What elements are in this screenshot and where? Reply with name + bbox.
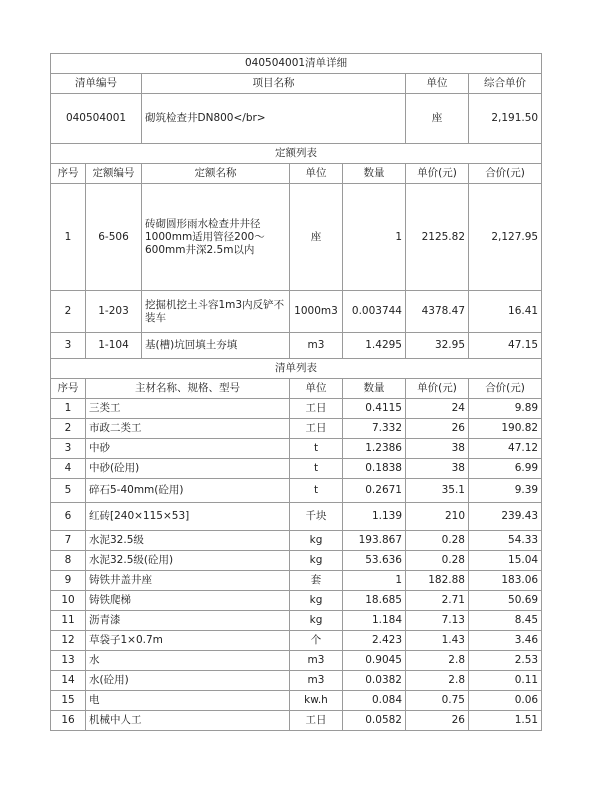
material-no: 16 <box>51 711 86 731</box>
quota-name: 砖砌圆形雨水检查井井径1000mm适用管径200～600mm井深2.5m以内 <box>142 184 290 291</box>
price-header: 综合单价 <box>469 74 542 94</box>
quota-col-no: 序号 <box>51 164 86 184</box>
material-unit: 套 <box>290 571 343 591</box>
material-name: 市政二类工 <box>86 419 290 439</box>
quota-price: 2125.82 <box>406 184 469 291</box>
material-row <box>51 419 542 439</box>
material-qty: 1.2386 <box>343 439 406 459</box>
material-unit: t <box>290 459 343 479</box>
material-total: 1.51 <box>469 711 542 731</box>
quota-no: 1 <box>51 184 86 291</box>
bill-price: 2,191.50 <box>469 94 542 144</box>
material-total: 54.33 <box>469 531 542 551</box>
material-price: 1.43 <box>406 631 469 651</box>
material-qty: 0.4115 <box>343 399 406 419</box>
quota-row <box>51 333 542 359</box>
material-no: 5 <box>51 479 86 503</box>
material-name: 水泥32.5级(砼用) <box>86 551 290 571</box>
materials-col-no: 序号 <box>51 379 86 399</box>
material-no: 2 <box>51 419 86 439</box>
table-body <box>51 54 542 731</box>
materials-col-total: 合价(元) <box>469 379 542 399</box>
material-row <box>51 591 542 611</box>
material-name: 碎石5-40mm(砼用) <box>86 479 290 503</box>
material-qty: 2.423 <box>343 631 406 651</box>
material-unit: 工日 <box>290 419 343 439</box>
quota-unit: 1000m3 <box>290 291 343 333</box>
quota-code: 6-506 <box>86 184 142 291</box>
material-qty: 1 <box>343 571 406 591</box>
material-no: 7 <box>51 531 86 551</box>
material-unit: 千块 <box>290 503 343 531</box>
material-name: 草袋子1×0.7m <box>86 631 290 651</box>
material-unit: kg <box>290 611 343 631</box>
material-total: 8.45 <box>469 611 542 631</box>
material-price: 0.75 <box>406 691 469 711</box>
material-name: 红砖[240×115×53] <box>86 503 290 531</box>
materials-col-price: 单价(元) <box>406 379 469 399</box>
material-unit: kg <box>290 591 343 611</box>
material-price: 26 <box>406 711 469 731</box>
material-qty: 193.867 <box>343 531 406 551</box>
materials-col-unit: 单位 <box>290 379 343 399</box>
material-row <box>51 479 542 503</box>
material-qty: 0.2671 <box>343 479 406 503</box>
quota-col-price: 单价(元) <box>406 164 469 184</box>
bill-name: 砌筑检查井DN800</br> <box>142 94 406 144</box>
material-name: 电 <box>86 691 290 711</box>
material-price: 38 <box>406 459 469 479</box>
material-unit: kw.h <box>290 691 343 711</box>
material-total: 183.06 <box>469 571 542 591</box>
material-no: 4 <box>51 459 86 479</box>
material-price: 182.88 <box>406 571 469 591</box>
material-price: 35.1 <box>406 479 469 503</box>
material-qty: 7.332 <box>343 419 406 439</box>
material-total: 239.43 <box>469 503 542 531</box>
material-name: 水 <box>86 651 290 671</box>
quota-col-code: 定额编号 <box>86 164 142 184</box>
material-no: 6 <box>51 503 86 531</box>
material-qty: 0.0582 <box>343 711 406 731</box>
material-row <box>51 551 542 571</box>
material-no: 11 <box>51 611 86 631</box>
quota-name: 挖掘机挖土斗容1m3内反铲不装车 <box>142 291 290 333</box>
material-qty: 0.084 <box>343 691 406 711</box>
page-title: 040504001清单详细 <box>51 54 542 74</box>
material-price: 2.8 <box>406 671 469 691</box>
material-total: 0.11 <box>469 671 542 691</box>
material-unit: 工日 <box>290 711 343 731</box>
material-qty: 0.1838 <box>343 459 406 479</box>
unit-header: 单位 <box>406 74 469 94</box>
code-header: 清单编号 <box>51 74 142 94</box>
material-unit: 个 <box>290 631 343 651</box>
material-row <box>51 611 542 631</box>
material-qty: 1.184 <box>343 611 406 631</box>
material-total: 9.39 <box>469 479 542 503</box>
quota-total: 47.15 <box>469 333 542 359</box>
material-row <box>51 651 542 671</box>
bill-unit: 座 <box>406 94 469 144</box>
material-name: 中砂 <box>86 439 290 459</box>
material-price: 2.71 <box>406 591 469 611</box>
quota-col-name: 定额名称 <box>142 164 290 184</box>
quota-section-title: 定额列表 <box>51 144 542 164</box>
material-qty: 1.139 <box>343 503 406 531</box>
material-name: 机械中人工 <box>86 711 290 731</box>
material-total: 47.12 <box>469 439 542 459</box>
material-qty: 18.685 <box>343 591 406 611</box>
quota-row <box>51 184 542 291</box>
material-price: 24 <box>406 399 469 419</box>
quota-qty: 1.4295 <box>343 333 406 359</box>
material-unit: kg <box>290 551 343 571</box>
material-total: 190.82 <box>469 419 542 439</box>
material-qty: 0.0382 <box>343 671 406 691</box>
material-price: 0.28 <box>406 531 469 551</box>
material-total: 0.06 <box>469 691 542 711</box>
quota-price: 4378.47 <box>406 291 469 333</box>
quota-total: 2,127.95 <box>469 184 542 291</box>
quota-code: 1-104 <box>86 333 142 359</box>
quota-unit: 座 <box>290 184 343 291</box>
material-name: 沥青漆 <box>86 611 290 631</box>
material-total: 2.53 <box>469 651 542 671</box>
material-total: 15.04 <box>469 551 542 571</box>
material-price: 2.8 <box>406 651 469 671</box>
quota-code: 1-203 <box>86 291 142 333</box>
material-row <box>51 711 542 731</box>
quota-qty: 0.003744 <box>343 291 406 333</box>
material-row <box>51 459 542 479</box>
material-price: 7.13 <box>406 611 469 631</box>
material-unit: m3 <box>290 671 343 691</box>
material-row <box>51 503 542 531</box>
material-unit: 工日 <box>290 399 343 419</box>
material-row <box>51 571 542 591</box>
material-row <box>51 531 542 551</box>
name-header: 项目名称 <box>142 74 406 94</box>
material-name: 中砂(砼用) <box>86 459 290 479</box>
material-no: 12 <box>51 631 86 651</box>
quota-no: 3 <box>51 333 86 359</box>
quota-name: 基(槽)坑回填土夯填 <box>142 333 290 359</box>
material-unit: kg <box>290 531 343 551</box>
material-row <box>51 671 542 691</box>
material-qty: 53.636 <box>343 551 406 571</box>
quota-col-total: 合价(元) <box>469 164 542 184</box>
material-qty: 0.9045 <box>343 651 406 671</box>
material-no: 13 <box>51 651 86 671</box>
material-no: 3 <box>51 439 86 459</box>
materials-col-qty: 数量 <box>343 379 406 399</box>
material-no: 10 <box>51 591 86 611</box>
material-no: 8 <box>51 551 86 571</box>
materials-section-title: 清单列表 <box>51 359 542 379</box>
material-row <box>51 399 542 419</box>
material-price: 26 <box>406 419 469 439</box>
material-row <box>51 691 542 711</box>
bill-detail-table <box>50 53 542 731</box>
quota-qty: 1 <box>343 184 406 291</box>
material-price: 38 <box>406 439 469 459</box>
material-name: 铸铁爬梯 <box>86 591 290 611</box>
material-price: 0.28 <box>406 551 469 571</box>
material-total: 3.46 <box>469 631 542 651</box>
material-unit: t <box>290 479 343 503</box>
quota-row <box>51 291 542 333</box>
quota-no: 2 <box>51 291 86 333</box>
material-name: 水(砼用) <box>86 671 290 691</box>
material-no: 15 <box>51 691 86 711</box>
quota-price: 32.95 <box>406 333 469 359</box>
material-no: 1 <box>51 399 86 419</box>
material-total: 9.89 <box>469 399 542 419</box>
quota-unit: m3 <box>290 333 343 359</box>
material-row <box>51 439 542 459</box>
bill-code: 040504001 <box>51 94 142 144</box>
material-total: 50.69 <box>469 591 542 611</box>
material-no: 9 <box>51 571 86 591</box>
material-total: 6.99 <box>469 459 542 479</box>
material-unit: m3 <box>290 651 343 671</box>
quota-col-unit: 单位 <box>290 164 343 184</box>
material-name: 水泥32.5级 <box>86 531 290 551</box>
quota-col-qty: 数量 <box>343 164 406 184</box>
material-no: 14 <box>51 671 86 691</box>
material-unit: t <box>290 439 343 459</box>
material-name: 铸铁井盖井座 <box>86 571 290 591</box>
quota-total: 16.41 <box>469 291 542 333</box>
material-name: 三类工 <box>86 399 290 419</box>
material-row <box>51 631 542 651</box>
materials-col-name: 主材名称、规格、型号 <box>86 379 290 399</box>
material-price: 210 <box>406 503 469 531</box>
